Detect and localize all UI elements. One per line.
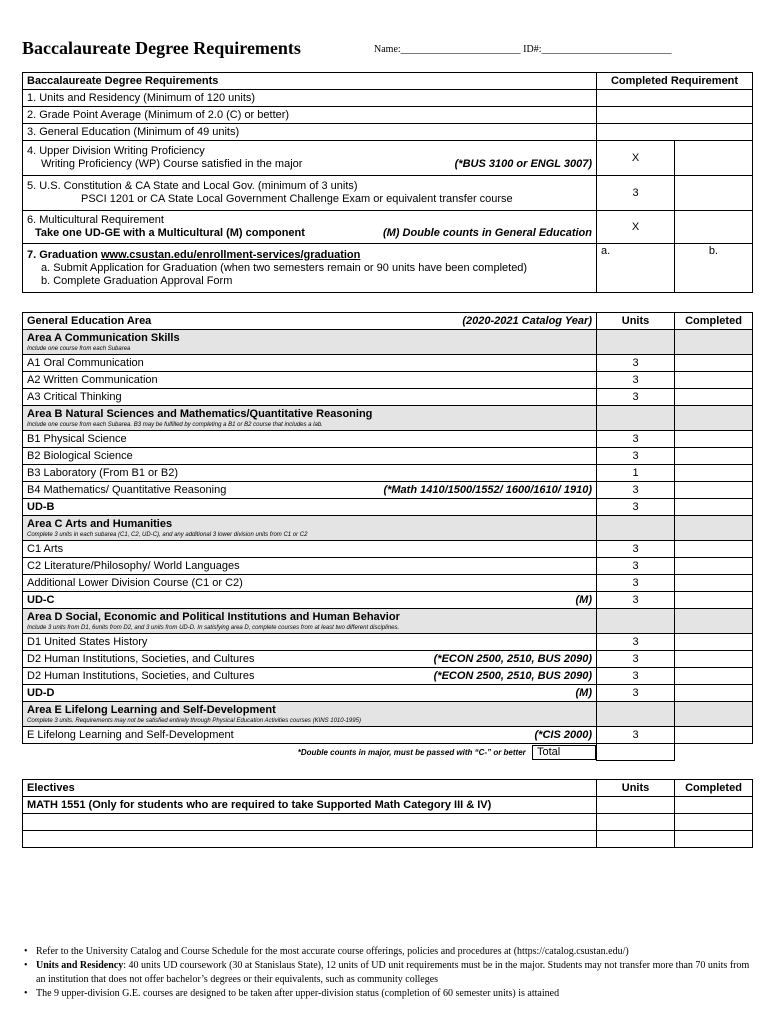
ge-row-completed[interactable] [675, 634, 753, 651]
req-units-residency-check[interactable] [597, 90, 753, 107]
table-row [23, 831, 753, 848]
area-c-note: Complete 3 units in each subarea (C1, C2, UD-C), and any additional 3 lower division units from C1 or C2 [27, 531, 308, 538]
ge-units-heading: Units [597, 313, 675, 330]
req-general-education: 3. General Education (Minimum of 49 units) [23, 124, 597, 141]
ge-row-completed[interactable] [675, 727, 753, 744]
ge-row-label: B4 Mathematics/ Quantitative Reasoning [27, 483, 227, 496]
ge-row-course: (M) [575, 593, 592, 606]
ge-row-label: E Lifelong Learning and Self-Development [27, 728, 234, 741]
double-count-note: *Double counts in major, must be passed with “C-” or better [297, 747, 526, 757]
area-b-title: Area B Natural Sciences and Mathematics/Quantitative Reasoning [27, 407, 373, 420]
ge-catalog-year: (2020-2021 Catalog Year) [462, 314, 592, 327]
ge-row-completed[interactable] [675, 592, 753, 609]
area-d-note: Include 3 units from D1, 6units from D2, and 3 units from UD-D. In satisfying area D, complete courses from at least two different disciplines. [27, 624, 400, 631]
table-row [23, 727, 753, 744]
ge-row-units: 3 [597, 575, 675, 592]
ge-row-units: 3 [597, 668, 675, 685]
area-e-note: Complete 3 units. Requirements may not be satisfied entirely through Physical Education Activities courses (KINS 1010-1995) [27, 717, 361, 724]
total-units[interactable] [597, 744, 675, 761]
ge-row-label-cell [23, 685, 597, 702]
req-gpa: 2. Grade Point Average (Minimum of 2.0 (C) or better) [23, 107, 597, 124]
req-multicultural-detail [27, 227, 592, 240]
footer-note-upper-division: • The 9 upper-division G.E. courses are designed to be taken after upper-division status (completion of 60 semester units) is attained [24, 987, 754, 1001]
req-graduation-col-a[interactable]: a. [597, 244, 675, 293]
table-row [23, 797, 753, 814]
ge-row-label: A2 Written Communication [23, 372, 597, 389]
ge-row-label-cell [23, 651, 597, 668]
ge-row-units: 3 [597, 448, 675, 465]
table-row [23, 465, 753, 482]
ge-row-completed[interactable] [675, 499, 753, 516]
ge-row-completed[interactable] [675, 651, 753, 668]
ge-row-label: UD-C [27, 593, 55, 606]
area-c-title: Area C Arts and Humanities [27, 517, 173, 530]
table-row [23, 575, 753, 592]
table-row [23, 651, 753, 668]
req-constitution-detail: PSCI 1201 or CA State Local Government Challenge Exam or equivalent transfer course [81, 193, 513, 205]
ge-completed-heading: Completed [675, 313, 753, 330]
ge-row-units: 3 [597, 558, 675, 575]
ge-row-label: UD-B [23, 499, 597, 516]
ge-row-label: A3 Critical Thinking [23, 389, 597, 406]
table-row [23, 558, 753, 575]
ge-row-label-cell [23, 592, 597, 609]
req-graduation [23, 244, 597, 293]
req-wp-check[interactable] [675, 141, 753, 176]
ge-row-units: 3 [597, 389, 675, 406]
ge-row-label-cell [23, 482, 597, 499]
ge-row-label: B2 Biological Science [23, 448, 597, 465]
elective-row-label: MATH 1551 (Only for students who are required to take Supported Math Category III & IV) [23, 797, 597, 814]
table-row [23, 431, 753, 448]
ge-row-completed[interactable] [675, 482, 753, 499]
req-graduation-b: b. Complete Graduation Approval Form [41, 274, 233, 287]
elective-row-label[interactable] [23, 831, 597, 848]
footer-note-catalog: • Refer to the University Catalog and Course Schedule for the most accurate course offerings, policies and procedures at (https://catalog.csustan.edu/) [24, 945, 754, 959]
ge-row-completed[interactable] [675, 668, 753, 685]
graduation-link[interactable]: www.csustan.edu/enrollment-services/graduation [100, 248, 361, 261]
ge-row-label: C1 Arts [23, 541, 597, 558]
total-label: Total [532, 745, 596, 760]
electives-table [22, 779, 753, 848]
ge-row-label: B3 Laboratory (From B1 or B2) [23, 465, 597, 482]
req-graduation-col-b[interactable]: b. [675, 244, 753, 293]
ge-row-units: 3 [597, 651, 675, 668]
page-title: Baccalaureate Degree Requirements [22, 38, 301, 58]
area-e-title: Area E Lifelong Learning and Self-Development [27, 703, 276, 716]
ge-row-label-cell [23, 668, 597, 685]
req-constitution-title: 5. U.S. Constitution & CA State and Local Gov. (minimum of 3 units) [27, 180, 358, 192]
req-gpa-check[interactable] [597, 107, 753, 124]
table-row [23, 592, 753, 609]
ge-row-label: D2 Human Institutions, Societies, and Cultures [27, 652, 255, 665]
area-b-header [23, 406, 597, 431]
footer-notes [24, 945, 754, 1001]
ge-row-units: 3 [597, 727, 675, 744]
ge-row-completed[interactable] [675, 575, 753, 592]
table-row [23, 389, 753, 406]
req-wp-value: X [597, 141, 675, 176]
area-c-header [23, 516, 597, 541]
ge-row-course: (*CIS 2000) [534, 728, 592, 741]
ge-heading-cell [23, 313, 597, 330]
area-a-note: Include one course from each Subarea [27, 345, 131, 352]
double-count-note-cell [23, 744, 597, 761]
ge-row-label: D1 United States History [23, 634, 597, 651]
req-constitution [23, 176, 597, 211]
requirements-table [22, 72, 753, 293]
ge-row-label: C2 Literature/Philosophy/ World Languages [23, 558, 597, 575]
elective-row-label[interactable] [23, 814, 597, 831]
table-row [23, 482, 753, 499]
ge-row-label: A1 Oral Communication [23, 355, 597, 372]
ge-row-course: (*ECON 2500, 2510, BUS 2090) [433, 669, 592, 682]
ge-row-label: D2 Human Institutions, Societies, and Cultures [27, 669, 255, 682]
ge-row-completed[interactable] [675, 558, 753, 575]
table-row [23, 372, 753, 389]
electives-completed-heading: Completed [675, 780, 753, 797]
elective-row-completed[interactable] [675, 814, 753, 831]
electives-units-heading: Units [597, 780, 675, 797]
ge-row-completed[interactable] [675, 541, 753, 558]
req-multicultural-note: (M) Double counts in General Education [382, 227, 592, 239]
ge-row-completed[interactable] [675, 465, 753, 482]
area-a-header [23, 330, 597, 355]
footer-note-residency-text: : 40 units UD coursework (30 at Stanislaus State), 12 units of UD unit requirements must be in the major. Students may not transfer more than 70 units from an institution that does not offer bachelor’s degrees or their equivalents, such as community colleges [36, 960, 750, 985]
req-graduation-prefix: 7. Graduation [27, 248, 98, 261]
req-wp-title: 4. Upper Division Writing Proficiency [27, 145, 205, 157]
footer-note-residency-label: Units and Residency [36, 960, 124, 971]
page-header [22, 38, 752, 62]
general-education-table [22, 312, 753, 761]
area-b-note: Include one course from each Subarea. B3 may be fulfilled by completing a B1 or B2 course that includes a lab. [27, 421, 323, 428]
area-e-header [23, 702, 597, 727]
elective-row-units[interactable] [597, 831, 675, 848]
req-multicultural [23, 211, 597, 244]
req-graduation-a: a. Submit Application for Graduation (when two semesters remain or 90 units have been completed) [41, 261, 528, 274]
ge-row-units: 3 [597, 355, 675, 372]
electives-heading: Electives [23, 780, 597, 797]
req-constitution-check[interactable] [675, 176, 753, 211]
table-row [23, 634, 753, 651]
elective-row-completed[interactable] [675, 831, 753, 848]
req-constitution-value: 3 [597, 176, 675, 211]
req-wp-course: (*BUS 3100 or ENGL 3007) [454, 158, 592, 170]
table-row [23, 355, 753, 372]
ge-row-units: 1 [597, 465, 675, 482]
ge-row-completed[interactable] [675, 431, 753, 448]
req-units-residency: 1. Units and Residency (Minimum of 120 units) [23, 90, 597, 107]
req-multicultural-check[interactable] [675, 211, 753, 244]
table-row [23, 685, 753, 702]
completed-requirement-heading: Completed Requirement [597, 73, 753, 90]
ge-row-units: 3 [597, 541, 675, 558]
ge-row-label: Additional Lower Division Course (C1 or C2) [23, 575, 597, 592]
area-d-title: Area D Social, Economic and Political Institutions and Human Behavior [27, 610, 400, 623]
req-wp-desc: Writing Proficiency (WP) Course satisfied in the major [41, 158, 303, 170]
area-a-title: Area A Communication Skills [27, 331, 180, 344]
elective-row-units[interactable] [597, 797, 675, 814]
req-wp-detail [27, 158, 592, 171]
req-multicultural-desc: Take one UD-GE with a Multicultural (M) component [35, 227, 305, 239]
req-graduation-title [27, 249, 592, 262]
ge-row-units: 3 [597, 482, 675, 499]
ge-row-units: 3 [597, 685, 675, 702]
table-row [23, 668, 753, 685]
elective-row-units[interactable] [597, 814, 675, 831]
ge-row-completed[interactable] [675, 685, 753, 702]
ge-row-completed[interactable] [675, 355, 753, 372]
ge-row-label: B1 Physical Science [23, 431, 597, 448]
name-id-field[interactable]: Name:________________________ ID#:__________________________ [374, 44, 672, 55]
table-row [23, 499, 753, 516]
ge-row-completed[interactable] [675, 389, 753, 406]
req-multicultural-value: X [597, 211, 675, 244]
table-row [23, 541, 753, 558]
elective-row-completed[interactable] [675, 797, 753, 814]
ge-row-units: 3 [597, 372, 675, 389]
ge-row-label-cell [23, 727, 597, 744]
ge-row-completed[interactable] [675, 448, 753, 465]
ge-heading: General Education Area [27, 314, 152, 327]
ge-row-units: 3 [597, 592, 675, 609]
ge-row-course: (M) [575, 686, 592, 699]
footer-note-residency [24, 959, 754, 987]
requirements-heading: Baccalaureate Degree Requirements [23, 73, 597, 90]
ge-row-course: (*Math 1410/1500/1552/ 1600/1610/ 1910) [383, 483, 592, 496]
ge-row-units: 3 [597, 499, 675, 516]
area-d-header [23, 609, 597, 634]
ge-row-units: 3 [597, 431, 675, 448]
table-row [23, 448, 753, 465]
total-row [23, 744, 753, 761]
table-row [23, 814, 753, 831]
ge-row-completed[interactable] [675, 372, 753, 389]
req-writing-proficiency [23, 141, 597, 176]
ge-row-course: (*ECON 2500, 2510, BUS 2090) [433, 652, 592, 665]
req-multicultural-title: 6. Multicultural Requirement [27, 214, 164, 226]
ge-row-label: UD-D [27, 686, 55, 699]
req-ge-check[interactable] [597, 124, 753, 141]
ge-row-units: 3 [597, 634, 675, 651]
